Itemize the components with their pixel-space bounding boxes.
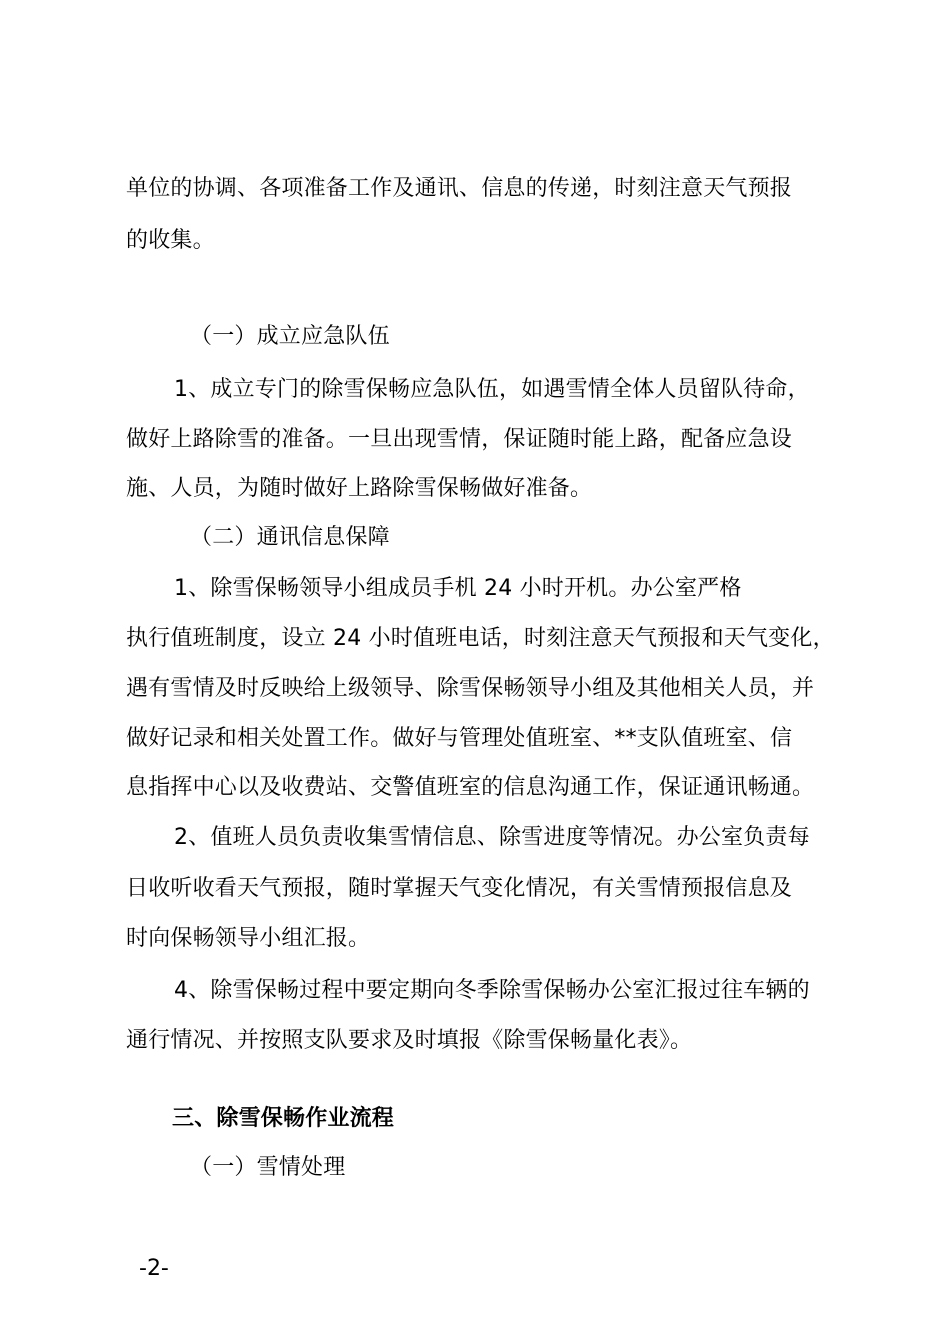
section-heading: （一）雪情处理 [190,1155,346,1180]
paragraph-line: 做好上路除雪的准备。一旦出现雪情，保证随时能上路，配备应急设 [126,427,793,452]
paragraph-line: 1、除雪保畅领导小组成员手机 24 小时开机。办公室严格 [174,576,742,601]
paragraph-line: 时向保畅领导小组汇报。 [126,926,371,951]
paragraph-line: 执行值班制度，设立 24 小时值班电话，时刻注意天气预报和天气变化， [126,626,835,651]
section-heading: （二）通讯信息保障 [190,525,390,550]
paragraph-line: 息指挥中心以及收费站、交警值班室的信息沟通工作，保证通讯畅通。 [126,775,815,800]
paragraph-line: 的收集。 [126,228,215,253]
paragraph-line: 2、值班人员负责收集雪情信息、除雪进度等情况。办公室负责每 [174,825,810,850]
paragraph-line: 遇有雪情及时反映给上级领导、除雪保畅领导小组及其他相关人员，并 [126,676,815,701]
page-number: -2- [139,1256,169,1281]
paragraph-line: 施、人员，为随时做好上路除雪保畅做好准备。 [126,476,593,501]
paragraph-line: 4、除雪保畅过程中要定期向冬季除雪保畅办公室汇报过往车辆的 [174,978,810,1003]
paragraph-line: 日收听收看天气预报，随时掌握天气变化情况，有关雪情预报信息及 [126,876,793,901]
paragraph-line: 通行情况、并按照支队要求及时填报《除雪保畅量化表》。 [126,1028,693,1053]
paragraph-line: 1、成立专门的除雪保畅应急队伍，如遇雪情全体人员留队待命， [174,377,810,402]
paragraph-line: 单位的协调、各项准备工作及通讯、信息的传递，时刻注意天气预报 [126,176,793,201]
section-heading: （一）成立应急队伍 [190,324,390,349]
chapter-heading: 三、除雪保畅作业流程 [172,1106,395,1131]
paragraph-line: 做好记录和相关处置工作。做好与管理处值班室、**支队值班室、信 [126,726,793,751]
